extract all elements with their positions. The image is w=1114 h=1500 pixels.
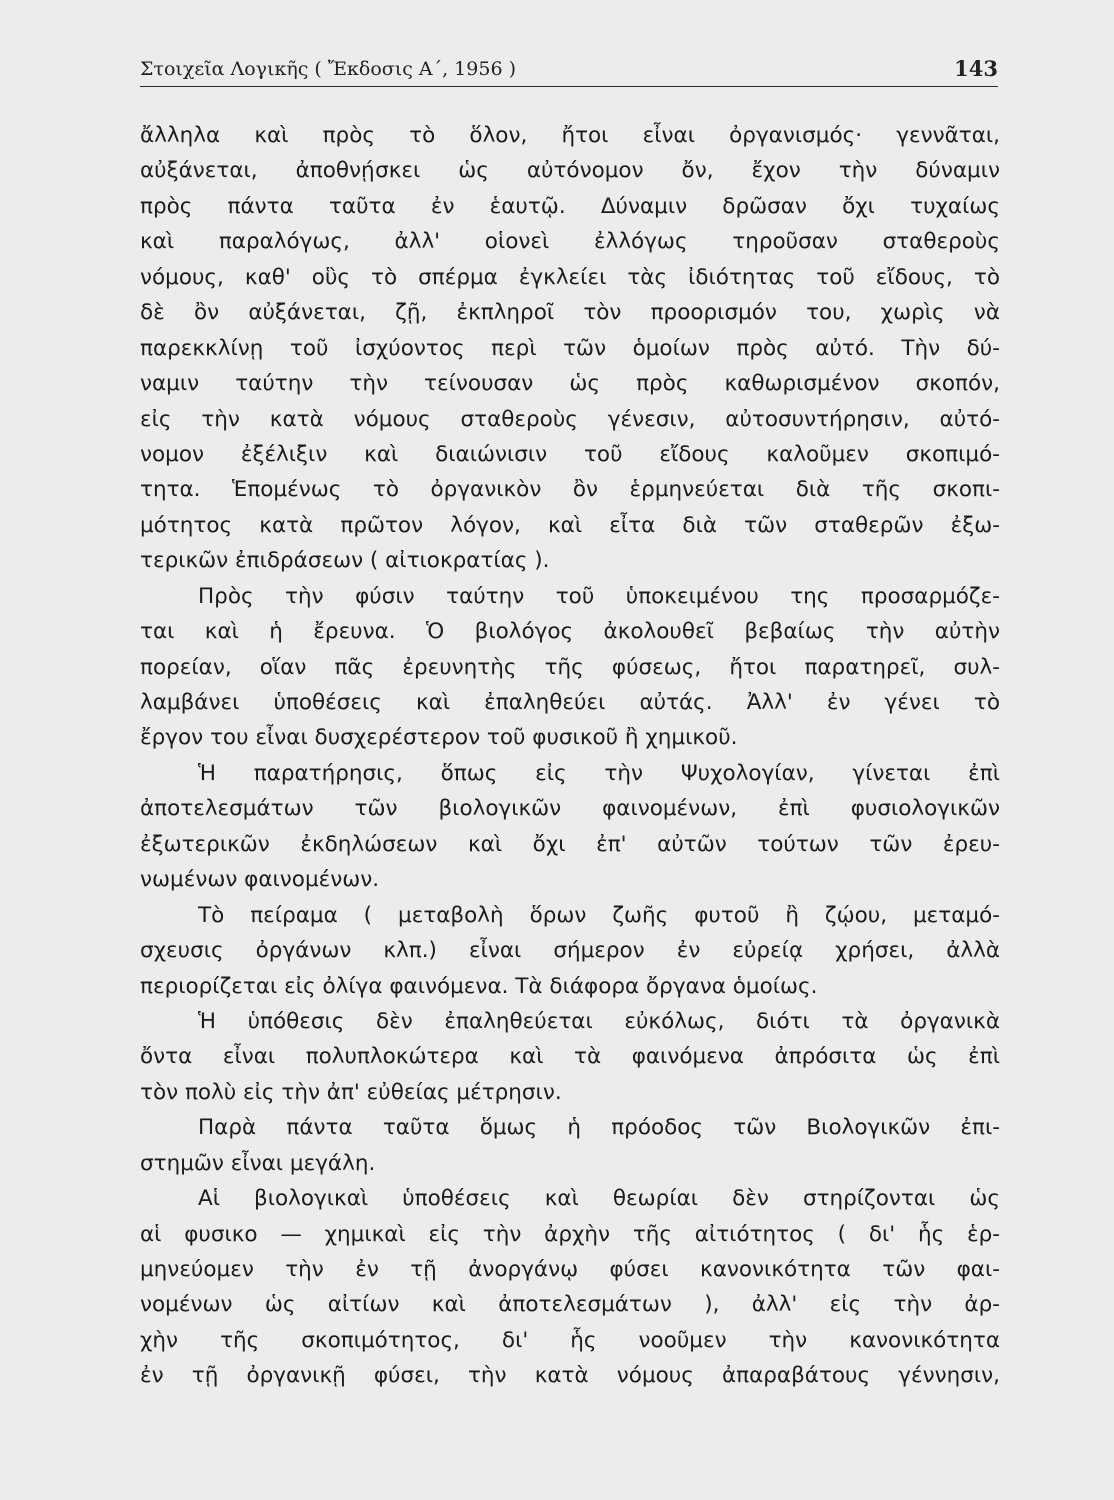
text-line: στημῶν εἶναι μεγάλη. [140,1150,376,1176]
running-title: Στοιχεῖα Λογικῆς ( Ἔκδοσις Α΄, 1956 ) [140,58,516,80]
text-line: Ἡ ὑπόθεσις δὲν ἐπαληθεύεται εὐκόλως, διότι τὰ ὀργανικὰ [198,1008,1000,1034]
text-line: εἰς τὴν κατὰ νόμους σταθεροὺς γένεσιν, αὐτοσυντήρησιν, αὐτό- [140,406,1000,432]
text-line: παρεκκλίνῃ τοῦ ἰσχύοντος περὶ τῶν ὁμοίων πρὸς αὐτό. Τὴν δύ- [140,335,1000,361]
text-line: Τὸ πείραμα ( μεταβολὴ ὅρων ζωῆς φυτοῦ ἢ ζῴου, μεταμό- [198,902,1000,928]
text-line: σχευσις ὀργάνων κλπ.) εἶναι σήμερον ἐν εὐρείᾳ χρήσει, ἀλλὰ [140,938,1000,964]
text-line: αἱ φυσικο — χημικαὶ εἰς τὴν ἀρχὴν τῆς αἰτιότητος ( δι' ἧς ἑρ- [140,1221,1000,1247]
text-line: μότητος κατὰ πρῶτον λόγον, καὶ εἶτα διὰ τῶν σταθερῶν ἐξω- [140,512,1000,538]
text-line: πρὸς πάντα ταῦτα ἐν ἑαυτῷ. Δύναμιν δρῶσαν ὄχι τυχαίως [140,193,1000,219]
text-line: νόμους, καθ' οὓς τὸ σπέρμα ἐγκλείει τὰς ἰδιότητας τοῦ εἴδους, τὸ [140,264,1000,290]
text-line: ἔργον του εἶναι δυσχερέστερον τοῦ φυσικοῦ ἢ χημικοῦ. [140,725,738,751]
text-line: ἀποτελεσμάτων τῶν βιολογικῶν φαινομένων, ἐπὶ φυσιολογικῶν [140,796,1000,822]
text-line: μηνεύομεν τὴν ἐν τῇ ἀνοργάνῳ φύσει κανονικότητα τῶν φαι- [140,1257,1000,1282]
text-line: ται καὶ ἡ ἔρευνα. Ὁ βιολόγος ἀκολουθεῖ βεβαίως τὴν αὐτὴν [140,619,1000,645]
text-line: λαμβάνει ὑποθέσεις καὶ ἐπαληθεύει αὐτάς. Ἀλλ' ἐν γένει τὸ [140,690,1000,715]
text-line: χὴν τῆς σκοπιμότητος, δι' ἧς νοοῦμεν τὴν κανονικότητα [140,1327,1000,1353]
text-line: ἐξωτερικῶν ἐκδηλώσεων καὶ ὄχι ἐπ' αὐτῶν τούτων τῶν ἐρευ- [140,831,1000,857]
text-line: Παρὰ πάντα ταῦτα ὅμως ἡ πρόοδος τῶν Βιολογικῶν ἐπι- [198,1115,1000,1141]
text-line: Αἱ βιολογικαὶ ὑποθέσεις καὶ θεωρίαι δὲν στηρίζονται ὡς [198,1186,1000,1212]
text-line: ἄλληλα καὶ πρὸς τὸ ὅλον, ἤτοι εἶναι ὀργανισμός· γεννᾶται, [140,123,1000,148]
page-header [140,52,998,87]
text-line: περιορίζεται εἰς ὀλίγα φαινόμενα. Τὰ διάφορα ὄργανα ὁμοίως. [140,973,818,999]
text-line: νομον ἐξέλιξιν καὶ διαιώνισιν τοῦ εἴδους καλοῦμεν σκοπιμό- [140,441,1000,467]
page-number: 143 [954,56,998,81]
text-line: καὶ παραλόγως, ἀλλ' οἱονεὶ ἐλλόγως τηροῦσαν σταθεροὺς [140,229,1000,255]
text-line: τερικῶν ἐπιδράσεων ( αἰτιοκρατίας ). [140,548,550,574]
text-line: τὸν πολὺ εἰς τὴν ἀπ' εὐθείας μέτρησιν. [140,1079,562,1105]
text-line: πορείαν, οἵαν πᾶς ἐρευνητὴς τῆς φύσεως, ἤτοι παρατηρεῖ, συλ- [140,654,1000,680]
text-line: ὄντα εἶναι πολυπλοκώτερα καὶ τὰ φαινόμενα ἀπρόσιτα ὡς ἐπὶ [140,1044,1000,1070]
text-line: νομένων ὡς αἰτίων καὶ ἀποτελεσμάτων ), ἀλλ' εἰς τὴν ἀρ- [140,1292,1000,1318]
text-line: αὐξάνεται, ἀποθνῄσκει ὡς αὐτόνομον ὄν, ἔχον τὴν δύναμιν [140,158,1000,184]
text-line: τητα. Ἑπομένως τὸ ὀργανικὸν ὂν ἑρμηνεύεται διὰ τῆς σκοπι- [140,477,1000,503]
text-line: Ἡ παρατήρησις, ὅπως εἰς τὴν Ψυχολογίαν, γίνεται ἐπὶ [198,760,1000,786]
text-line: Πρὸς τὴν φύσιν ταύτην τοῦ ὑποκειμένου της προσαρμόζε- [198,583,1000,609]
text-line: ναμιν ταύτην τὴν τείνουσαν ὡς πρὸς καθωρισμένον σκοπόν, [140,371,1000,397]
body-text [140,118,1000,1394]
text-line: δὲ ὂν αὐξάνεται, ζῇ, ἐκπληροῖ τὸν προορισμόν του, χωρὶς νὰ [140,300,1000,326]
text-line: νωμένων φαινομένων. [140,867,380,893]
text-line: ἐν τῇ ὀργανικῇ φύσει, τὴν κατὰ νόμους ἀπαραβάτους γέννησιν, [140,1363,1000,1389]
